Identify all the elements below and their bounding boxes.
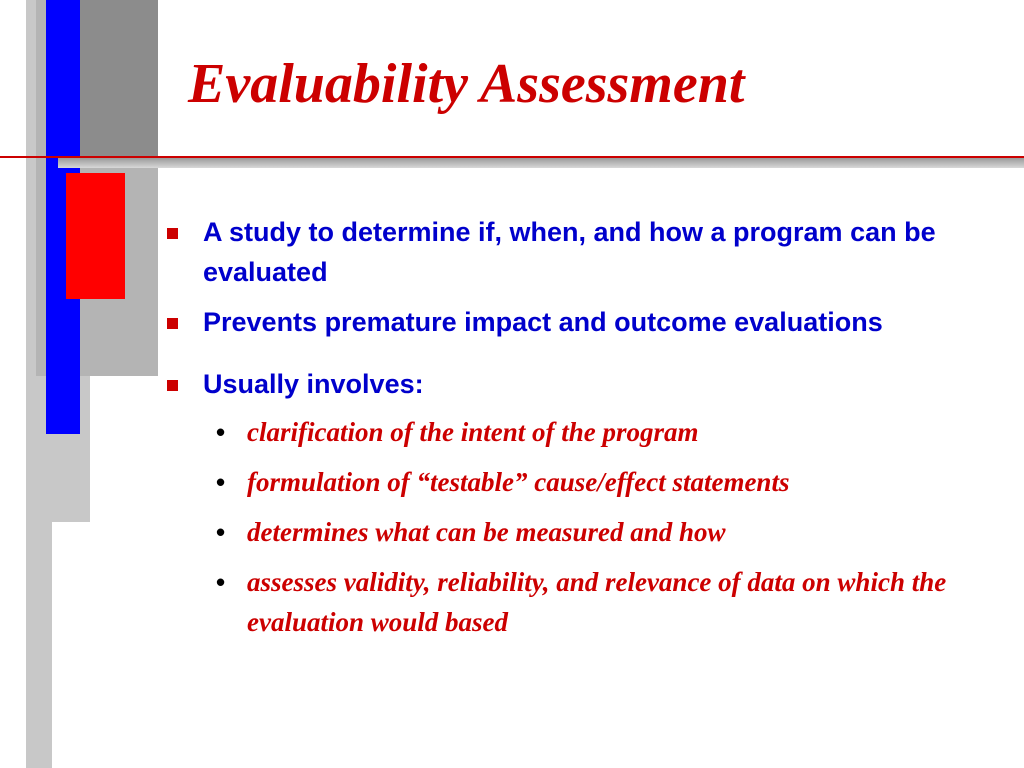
bullet-item <box>166 212 996 292</box>
square-bullet-icon <box>167 318 178 329</box>
bullet-text: Prevents premature impact and outcome evaluations <box>203 307 883 337</box>
sub-bullet-item <box>216 512 996 552</box>
sub-bullet-item <box>216 412 996 452</box>
bullet-text: A study to determine if, when, and how a program can be evaluated <box>203 217 936 287</box>
slide-body <box>166 212 996 652</box>
round-bullet-icon: • <box>216 517 226 547</box>
sub-bullet-item <box>216 562 996 642</box>
sub-bullet-text: assesses validity, reliability, and relevance of data on which the evaluation would based <box>247 567 947 637</box>
title-rule-shadow <box>58 158 1024 168</box>
decor-red-block <box>66 173 125 299</box>
sub-bullet-text: determines what can be measured and how <box>247 517 726 547</box>
title-rule <box>0 156 1024 158</box>
bullet-item <box>166 364 996 404</box>
round-bullet-icon: • <box>216 417 226 447</box>
slide-title: Evaluability Assessment <box>188 53 745 115</box>
square-bullet-icon <box>167 228 178 239</box>
square-bullet-icon <box>167 380 178 391</box>
sub-bullet-text: formulation of “testable” cause/effect statements <box>247 467 790 497</box>
decor-gray-block-dark <box>80 0 158 156</box>
round-bullet-icon: • <box>216 467 226 497</box>
bullet-text: Usually involves: <box>203 369 424 399</box>
sub-bullet-text: clarification of the intent of the program <box>247 417 699 447</box>
round-bullet-icon: • <box>216 567 226 597</box>
bullet-item <box>166 302 996 342</box>
sub-bullet-item <box>216 462 996 502</box>
